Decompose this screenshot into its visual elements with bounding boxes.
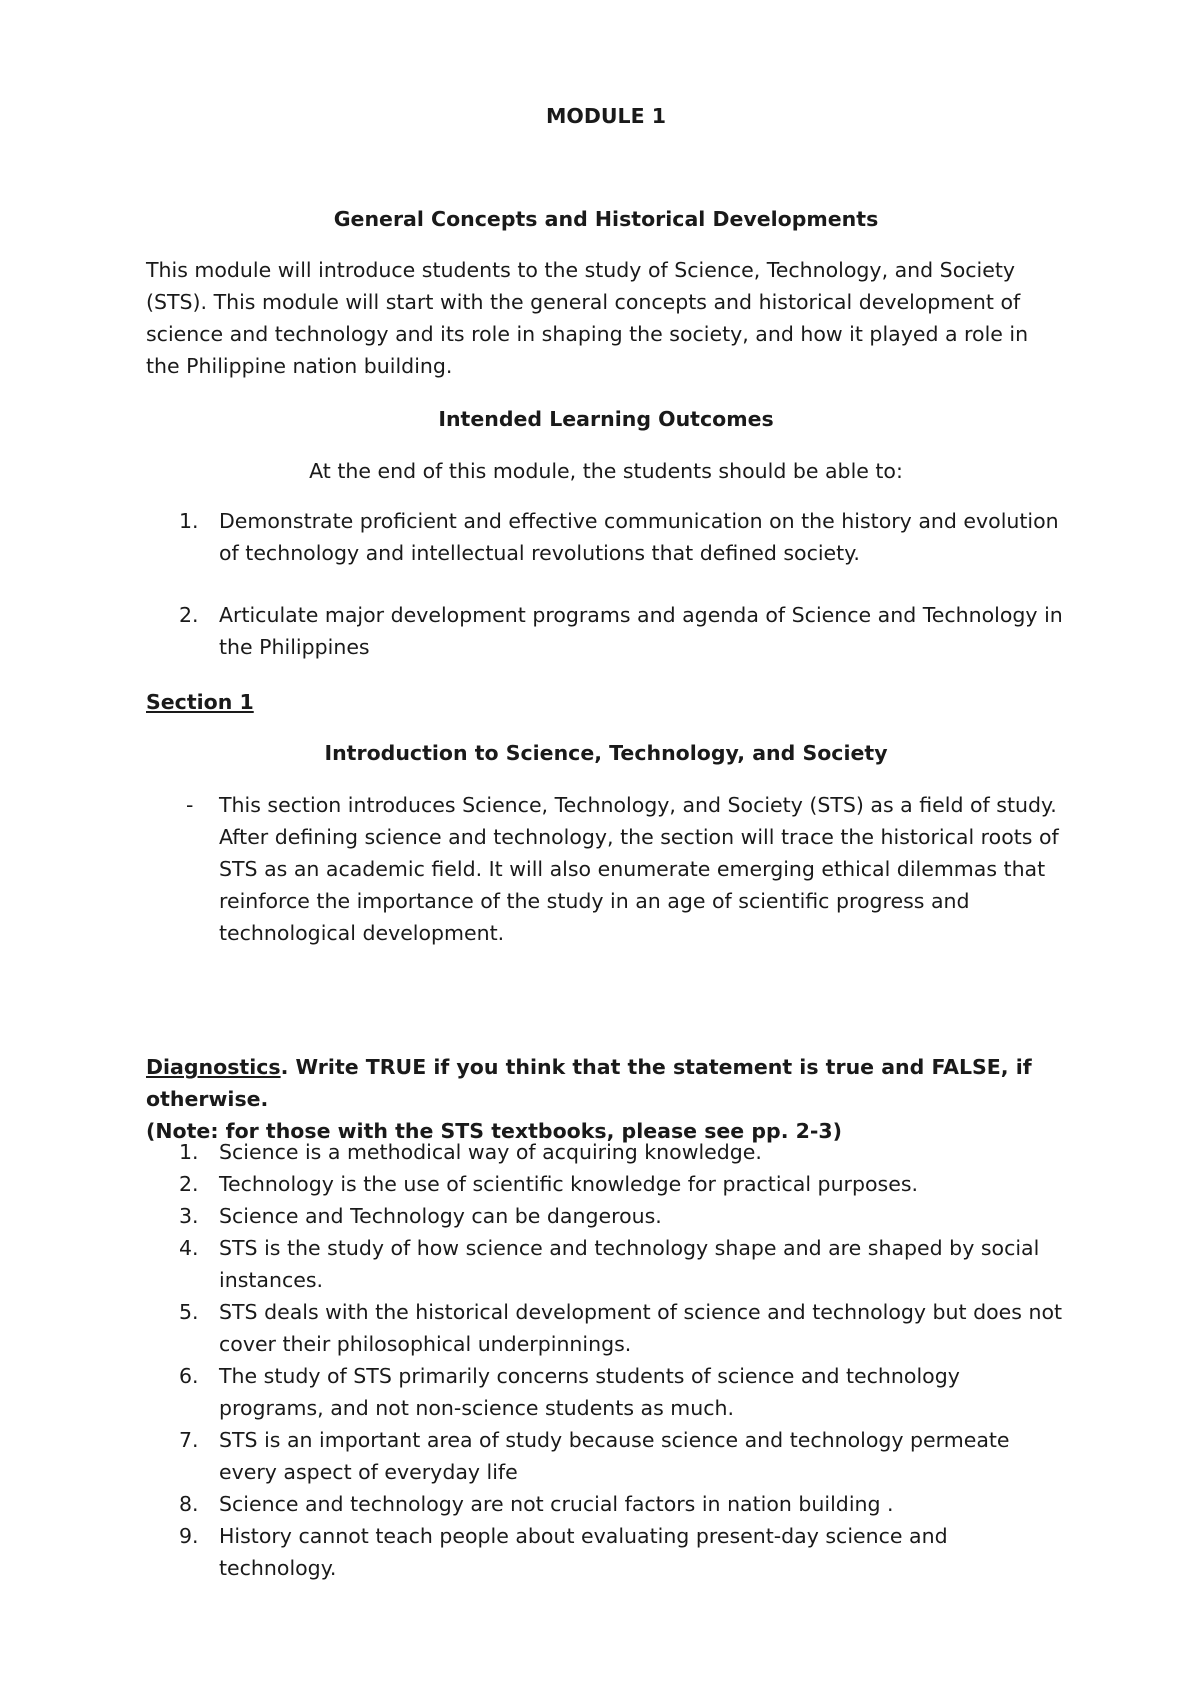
list-number: 7. [179, 1428, 199, 1452]
diagnostics-label: Diagnostics [146, 1055, 281, 1079]
list-text: STS is the study of how science and technology shape and are shaped by social instances. [219, 1236, 1040, 1292]
list-text: Articulate major development programs and agenda of Science and Technology in the Philippines [219, 603, 1063, 659]
section-label: Section 1 [146, 690, 254, 714]
diagnostics-note: (Note: for those with the STS textbooks, please see pp. 2-3) [146, 1119, 843, 1143]
list-text: History cannot teach people about evaluating present-day science and technology. [219, 1524, 948, 1580]
list-text: Science is a methodical way of acquiring knowledge. [219, 1140, 762, 1164]
list-text: STS deals with the historical development of science and technology but does not cover their philosophical underpinnings. [219, 1300, 1063, 1356]
list-number: 1. [179, 509, 199, 533]
list-text: Technology is the use of scientific knowledge for practical purposes. [219, 1172, 919, 1196]
list-text: Demonstrate proficient and effective communication on the history and evolution of technology and intellectual revolutions that defined society. [219, 509, 1059, 565]
list-number: 1. [179, 1140, 199, 1164]
list-item [146, 1424, 1066, 1488]
list-item [146, 1488, 1066, 1520]
list-item [146, 1296, 1066, 1360]
list-number: 4. [179, 1236, 199, 1260]
list-item [146, 599, 1066, 663]
list-number: 3. [179, 1204, 199, 1228]
module-title: MODULE 1 [546, 104, 666, 128]
list-number: 5. [179, 1300, 199, 1324]
section-title: Introduction to Science, Technology, and Society [324, 741, 888, 765]
list-item [146, 505, 1066, 569]
list-item [146, 1168, 1066, 1200]
ilo-list [146, 505, 1066, 663]
list-item [146, 1136, 1066, 1168]
diagnostics-instruction: . Write TRUE if you think that the statement is true and FALSE, if otherwise. [146, 1055, 1032, 1111]
list-number: 8. [179, 1492, 199, 1516]
intro-paragraph: This module will introduce students to the study of Science, Technology, and Society (STS). This module will start with the general concepts and historical development of science and technology and its role in shaping the society, and how it played a role in the Philippine nation building. [146, 258, 1029, 378]
diagnostics-heading [146, 1051, 1066, 1147]
dash-bullet: - [186, 793, 194, 817]
list-text: Science and technology are not crucial factors in nation building . [219, 1492, 894, 1516]
list-text: STS is an important area of study because science and technology permeate every aspect of everyday life [219, 1428, 1010, 1484]
diagnostics-list [146, 1136, 1066, 1584]
list-number: 2. [179, 1172, 199, 1196]
list-text: Science and Technology can be dangerous. [219, 1204, 662, 1228]
section-description: This section introduces Science, Technology, and Society (STS) as a field of study. After defining science and technology, the section will trace the historical roots of STS as an academic field. It will also enumerate emerging ethical dilemmas that reinforce the importance of the study in an age of scientific progress and technological development. [219, 793, 1059, 945]
list-text: The study of STS primarily concerns students of science and technology programs, and not non-science students as much. [219, 1364, 960, 1420]
list-number: 2. [179, 603, 199, 627]
list-item [146, 1200, 1066, 1232]
list-item [146, 1520, 1066, 1584]
list-number: 6. [179, 1364, 199, 1388]
ilo-lead: At the end of this module, the students should be able to: [309, 459, 903, 483]
list-item [146, 1232, 1066, 1296]
module-subtitle: General Concepts and Historical Developments [333, 207, 879, 231]
list-item [146, 789, 1066, 949]
section-description-list [146, 789, 1066, 949]
ilo-heading: Intended Learning Outcomes [438, 407, 774, 431]
list-item [146, 1360, 1066, 1424]
list-number: 9. [179, 1524, 199, 1548]
